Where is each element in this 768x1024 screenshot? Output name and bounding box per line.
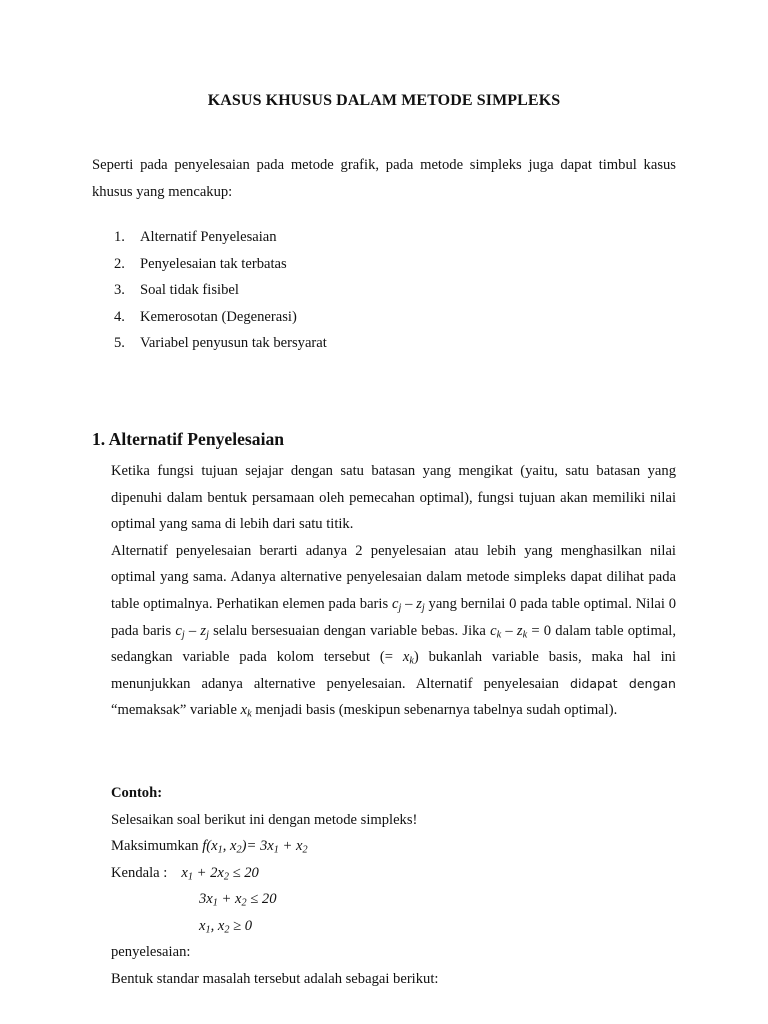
list-number: 1.: [114, 229, 125, 245]
paragraph-binding-constraint: Ketika fungsi tujuan sejajar dengan satu batasan yang mengikat (yaitu, satu batasan yang dipenuhi dalam bentuk persamaan oleh pemecahan optimal), fungsi tujuan akan memiliki nilai optimal yang sama di lebih dari satu titik.: [111, 463, 676, 533]
section-heading: 1. Alternatif Penyelesaian: [92, 429, 285, 449]
list-item: [114, 277, 634, 304]
list-number: 2.: [114, 255, 125, 272]
list-number: 5.: [114, 335, 125, 351]
list-label: Variabel penyusun tak bersyarat: [140, 335, 327, 351]
paragraph-alternative-solution: Alternatif penyelesaian berarti adanya 2 penyelesaian atau lebih yang menghasilkan nilai optimal yang sama. Adanya alternative penyelesaian dalam metode simpleks dapat dilihat pada table optimalnya. Perhatikan elemen pada baris $c_j - z_j$ yang bernilai 0 pada table optimal. Nilai 0 pada baris $c_j - z_j$ selalu bersesuaian dengan variable bebas. Jika $c_k - z_k = 0$ dalam table optimal, sedangkan variable pada kolom tersebut (= $x_k$) bukanlah variable basis, maka hal ini menunjukkan adanya alternative penyelesaian. Alternatif penyelesaian didapat dengan “memaksak” variable $x_k$ menjadi basis (meskipun sebenarnya tabelnya sudah optimal).: [111, 542, 676, 720]
intro-paragraph: Seperti pada penyelesaian pada metode grafik, pada metode simpleks juga dapat timbul kasus khusus yang mencakup:: [92, 157, 676, 200]
special-cases-list: [114, 224, 634, 357]
standard-form-intro: Bentuk standar masalah tersebut adalah sebagai berikut:: [111, 970, 439, 987]
section-body: [111, 458, 676, 724]
list-item: [114, 330, 634, 357]
example-heading: Contoh:: [111, 785, 163, 801]
constraint-2: $3x_1 + x_2 \le 20$: [199, 891, 277, 909]
list-number: 3.: [114, 282, 125, 298]
list-label: Alternatif Penyelesaian: [140, 229, 277, 245]
objective-function: Maksimumkan $f(x_1$, $x_2)= 3x_1 + x_2$: [111, 838, 308, 856]
constraint-1: Kendala : $x_1 + 2x_2 \le 20$: [111, 864, 259, 883]
constraint-nonnegativity: $x_1$, $x_2 \ge 0$: [199, 917, 253, 936]
list-item: [114, 251, 634, 278]
list-number: 4.: [114, 308, 125, 325]
list-item: [114, 224, 634, 251]
example-instruction: Selesaikan soal berikut ini dengan metode simpleks!: [111, 811, 418, 828]
list-label: Kemerosotan (Degenerasi): [140, 308, 297, 325]
list-label: Soal tidak fisibel: [140, 282, 239, 298]
list-label: Penyelesaian tak terbatas: [140, 255, 287, 272]
solution-label: penyelesaian:: [111, 944, 191, 960]
document-title: KASUS KHUSUS DALAM METODE SIMPLEKS: [207, 92, 561, 109]
list-item: [114, 304, 634, 331]
example-block: [111, 780, 676, 992]
